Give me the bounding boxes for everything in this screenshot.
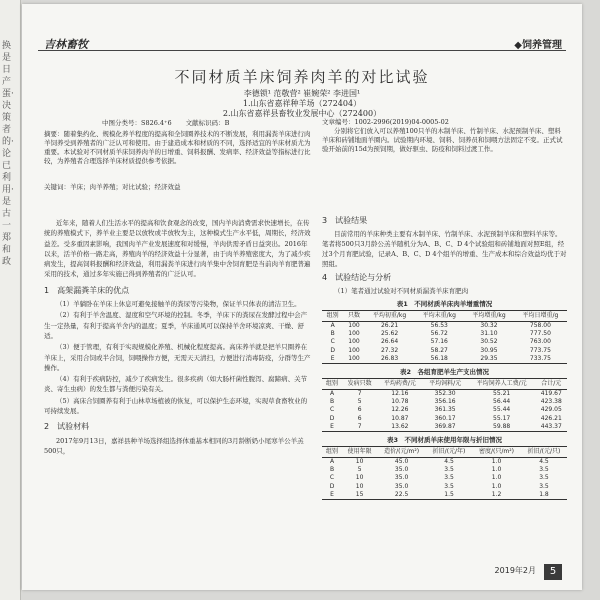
table-row [322, 423, 567, 432]
table-cell: 1.0 [491, 482, 502, 490]
table-cell: E [322, 355, 343, 364]
table-cell: 26.21 [380, 322, 399, 329]
table-cell: 58.27 [430, 346, 448, 354]
journal-page [22, 4, 582, 590]
table-cell: 429.05 [540, 406, 562, 414]
table-cell: 423.38 [540, 398, 562, 406]
materials-paragraph: 2017年9月13日，嘉祥县种羊场选择组选择体重基本相同的3月龄断奶小尾寒羊公羊羔500只， [44, 436, 304, 455]
table-cell: 56.72 [430, 330, 448, 338]
table-cell: 56.53 [430, 322, 448, 329]
table-row [322, 398, 567, 406]
table-3 [322, 446, 567, 500]
table-cell: D [329, 482, 335, 490]
section-1-heading: 1 高架漏粪羊床的优点 [44, 285, 130, 295]
table-cell: 30.95 [480, 346, 498, 354]
table-cell: 3.5 [539, 466, 549, 474]
table-row [322, 491, 567, 500]
table-cell: 758.00 [529, 322, 551, 329]
table-cell: D [329, 414, 335, 422]
table-2 [322, 378, 567, 432]
table-cell: 3.5 [539, 474, 549, 482]
table-cell: 443.37 [536, 423, 567, 432]
keywords: 关键词：羊床；肉羊养殖；对比试验；经济效益 [44, 183, 181, 191]
advantage-item: （1）羊躺卧在羊床上休息可避免接触羊的粪尿等污染物，保证羊只体表的清洁卫生。 [56, 300, 301, 309]
table-cell: 6 [357, 414, 362, 422]
table-cell: 100 [348, 346, 360, 354]
table-row [322, 483, 567, 491]
table-cell: E [322, 423, 342, 432]
table-cell: 55.17 [493, 414, 511, 422]
table-cell: 31.10 [480, 330, 498, 338]
article-title: 不同材质羊床饲养肉羊的对比试验 [174, 68, 430, 86]
article-meta [102, 118, 229, 127]
table-row [322, 415, 567, 423]
table-3-caption: 表3 不同材质羊床使用年限与折旧情况 [386, 436, 503, 445]
conclusion-paragraph: （1）笔者通过试验对不同材质漏粪羊床育肥肉 [334, 287, 469, 295]
table-header-cell: 发病只数 [342, 379, 377, 390]
table-row [322, 330, 567, 338]
right-column [322, 212, 567, 500]
table-row [322, 338, 567, 346]
table-cell: A [329, 458, 335, 466]
issue-date: 2019年2月 [494, 566, 536, 575]
table-row [322, 390, 567, 399]
table-cell: 100 [348, 338, 360, 346]
table-cell: 7 [357, 390, 362, 398]
table-cell: 100 [348, 322, 360, 329]
table-cell: A [329, 390, 335, 398]
authors: 李德锁¹ 范敬营² 崔婉荣² 李进国¹ [243, 89, 361, 98]
table-row [322, 347, 567, 355]
table-cell: 26.64 [380, 338, 399, 346]
table-cell: 3.5 [444, 474, 454, 482]
table-row [322, 466, 567, 474]
table-header-cell: 使用年限 [342, 447, 377, 458]
table-cell: 777.50 [529, 330, 551, 338]
table-header-cell: 组别 [322, 447, 342, 458]
table-cell: 35.0 [394, 466, 409, 474]
table-cell: 15 [342, 491, 377, 500]
intro-paragraph: 近年来，随着人们生活水平的提高和饮食观念的改变，国内羊肉消费需求快速增长，在传统的养殖模式下，养羊业主要是以放牧或半放牧为主，这种模式生产水平低，周期长，经济效益差。受多重因素影响，我国肉羊产业发展速度和对缓慢，羊肉供需矛盾日益突出。2016年以来，活羊价格一路走高，养殖肉羊的经济效益十分显著，由于肉羊养殖密度大，为了减少疾病发生，提高饲料报酬和经济效益，利用漏粪羊床进行肉羊集中舍饲育肥是当前肉羊育肥普遍采用的技术，通过多年实施已得到养殖者的广泛认可。 [44, 219, 311, 279]
table-cell: 10 [355, 474, 364, 482]
table-cell: 10.78 [391, 398, 409, 406]
table-cell: C [329, 406, 335, 414]
table-cell: 1.2 [472, 491, 521, 500]
table-header-cell: 密度/(只/m²) [472, 447, 521, 458]
table-cell: 26.83 [365, 355, 415, 364]
table-cell: 35.0 [394, 474, 409, 482]
table-header-cell: 组别 [322, 311, 343, 322]
table-cell: 352.30 [434, 390, 456, 398]
table-header-cell: 平均末重/kg [414, 311, 464, 322]
table-cell: A [330, 322, 335, 329]
table-row [322, 458, 567, 467]
table-cell: C [329, 474, 335, 482]
table-cell: D [330, 346, 335, 354]
table-cell: 100 [343, 355, 364, 364]
table-cell: C [330, 338, 335, 346]
document-code: 文献标识码：B [185, 119, 230, 127]
table-cell: 4.5 [444, 458, 454, 466]
table-cell: 3.5 [444, 466, 454, 474]
table-cell: 45.0 [394, 458, 409, 466]
table-header-cell: 平均饲料/元 [423, 379, 468, 390]
table-cell: 56.18 [414, 355, 464, 364]
table-1 [322, 310, 567, 364]
abstract: 摘要：随着集约化、规模化养羊程度的提高和全饲圈养技术的不断发展，利用漏粪羊床进行肉羊饲养受到养殖者的广泛认可和使用。由于建造成本和材质的不同，选择适宜的羊床材质尤为重要。本试验对不同材质羊床饲养肉羊的日增重、饲料报酬、发病率、经济效益等指标进行比较，为养殖者合理选择羊床材质提供参考依据。 [44, 130, 311, 165]
table-cell: 1.8 [521, 491, 567, 500]
table-header-cell: 折旧/(元/年) [426, 447, 472, 458]
table-cell: 763.00 [529, 338, 551, 346]
table-cell: 426.21 [540, 414, 562, 422]
table-header-cell: 平均药费/元 [377, 379, 422, 390]
table-cell: 10.87 [391, 414, 409, 422]
table-cell: 25.62 [380, 330, 399, 338]
table-cell: 56.44 [493, 398, 511, 406]
table-cell: E [322, 491, 342, 500]
table-cell: 361.35 [434, 406, 456, 414]
method-paragraph: 分别将它们放入可以养殖100只羊的木制羊床、竹制羊床、水泥预制羊床、塑料羊床和砖铺地面羊圈内。试验期内环境、饲料、饲养员和饲喂方法固定不变。正式试验开始前的15d为预饲期，做好驱虫、防疫和饲料过渡工作。 [322, 127, 563, 153]
table-header-cell: 合计/元 [536, 379, 567, 390]
table-cell: 356.16 [434, 398, 456, 406]
table-cell: 27.32 [380, 346, 399, 354]
table-cell: 10 [355, 482, 364, 490]
previous-page-text: 换是日产蛋·决策者的·论已利用·是古一郑和政 [2, 41, 14, 267]
table-header-cell: 组别 [322, 379, 342, 390]
table-header-cell: 只数 [343, 311, 364, 322]
table-cell: 10 [355, 458, 364, 466]
left-column [44, 218, 312, 457]
table-cell: 369.87 [423, 423, 468, 432]
table-header-cell: 平均饲养人工费/元 [468, 379, 536, 390]
table-cell: 55.21 [493, 390, 511, 398]
section-tag: ◆饲养管理 [514, 40, 562, 51]
section-4-heading: 4 试验结论与分析 [322, 273, 392, 282]
table-cell: 29.35 [464, 355, 514, 364]
table-header-cell: 平均增重/kg [464, 311, 514, 322]
table-cell: 1.5 [426, 491, 472, 500]
affiliation-2: 2.山东省嘉祥县畜牧业发展中心（272400） [222, 109, 382, 118]
section-2-heading: 2 试验材料 [44, 422, 90, 432]
table-cell: 3.5 [539, 482, 549, 490]
table-row [322, 355, 567, 364]
table-cell: B [329, 398, 335, 406]
table-cell: 773.75 [529, 346, 551, 354]
table-cell: 6 [357, 406, 362, 414]
table-cell: 12.16 [391, 390, 409, 398]
advantage-item: （3）便于管理，有利于实现规模化养殖、机械化程度提高。高床养羊就是把羊只圈养在羊床上，采用合饲或半合饲，饲喂操作方便，无需天天清扫，方便进行消毒防疫，分群等生产操作。 [44, 343, 311, 372]
advantage-item: （2）有利于羊舍温度、湿度和空气环境的控制。冬季，羊床下的粪尿在发酵过程中会产生一定热量，有利于提高羊舍内的温度；夏季，羊床通风可以保持羊舍环境凉爽、干燥、舒适。 [44, 311, 308, 340]
table-cell: 55.44 [493, 406, 511, 414]
table-cell: 30.52 [480, 338, 498, 346]
table-cell: 13.62 [377, 423, 422, 432]
table-1-caption: 表1 不同材质羊床肉羊增重情况 [396, 300, 493, 308]
table-cell: 7 [342, 423, 377, 432]
previous-page-edge [0, 0, 21, 600]
table-row [322, 406, 567, 414]
table-cell: 733.75 [514, 355, 567, 364]
table-header-cell: 平均日增重/g [514, 311, 567, 322]
table-cell: 360.17 [434, 414, 456, 422]
table-header-cell: 平均初重/kg [365, 311, 415, 322]
table-cell: 1.0 [491, 466, 502, 474]
results-paragraph: 目前常用的羊床种类主要有木制羊床、竹制羊床、水泥预制羊床和塑料羊床等。笔者将500只3月龄公羔羊随机分为A、B、C、D 4个试验组和砖铺地面对照E组，经过3个月育肥试验，记录A、B、C、D 4个组羊的增重、生产成本和综合效益均优于对照组。 [322, 230, 567, 268]
advantage-item: （5）高床合饲圈养有利于山林草场植被的恢复，可以保护生态环境，实现草食畜牧业的可持续发展。 [44, 396, 308, 416]
table-cell: 1.0 [491, 474, 502, 482]
journal-logo: 吉林畜牧 [44, 38, 88, 51]
table-cell: 1.0 [491, 458, 502, 466]
table-cell: 5 [357, 466, 362, 474]
right-column-top [322, 118, 567, 154]
table-cell: 35.0 [394, 482, 409, 490]
table-cell: 4.5 [539, 458, 549, 466]
table-header-cell: 造价/(元/m²) [377, 447, 426, 458]
table-cell: 5 [357, 398, 362, 406]
table-cell: B [330, 330, 335, 338]
table-cell: 59.88 [468, 423, 536, 432]
table-cell: 12.26 [391, 406, 409, 414]
article-number: 文章编号：1002-2996(2019)04-0005-02 [322, 118, 449, 126]
table-row [322, 474, 567, 482]
page-number: 5 [544, 564, 562, 580]
table-cell: 100 [348, 330, 360, 338]
table-2-caption: 表2 各组育肥羊生产支出情况 [399, 368, 490, 377]
table-header-cell: 折旧/(元/只) [521, 447, 567, 458]
table-cell: 3.5 [444, 482, 454, 490]
section-3-heading: 3 试验结果 [322, 216, 368, 225]
table-cell: 22.5 [377, 491, 426, 500]
table-cell: 57.16 [430, 338, 448, 346]
header-rule [38, 50, 566, 51]
table-row [322, 322, 567, 331]
advantage-item: （4）有利于疾病防控，减少了疾病发生。很多疾病（如大肠杆菌性腹泻、腐蹄病、关节炎、寄生虫病）的发生都与粪便污染有关。 [44, 375, 308, 394]
table-cell: B [329, 466, 335, 474]
table-cell: 30.32 [480, 322, 498, 329]
clc-number: 中图分类号：S826.4⁺6 [102, 119, 172, 127]
table-cell: 419.67 [540, 390, 562, 398]
affiliation-1: 1.山东省嘉祥种羊场（272404） [242, 99, 362, 108]
